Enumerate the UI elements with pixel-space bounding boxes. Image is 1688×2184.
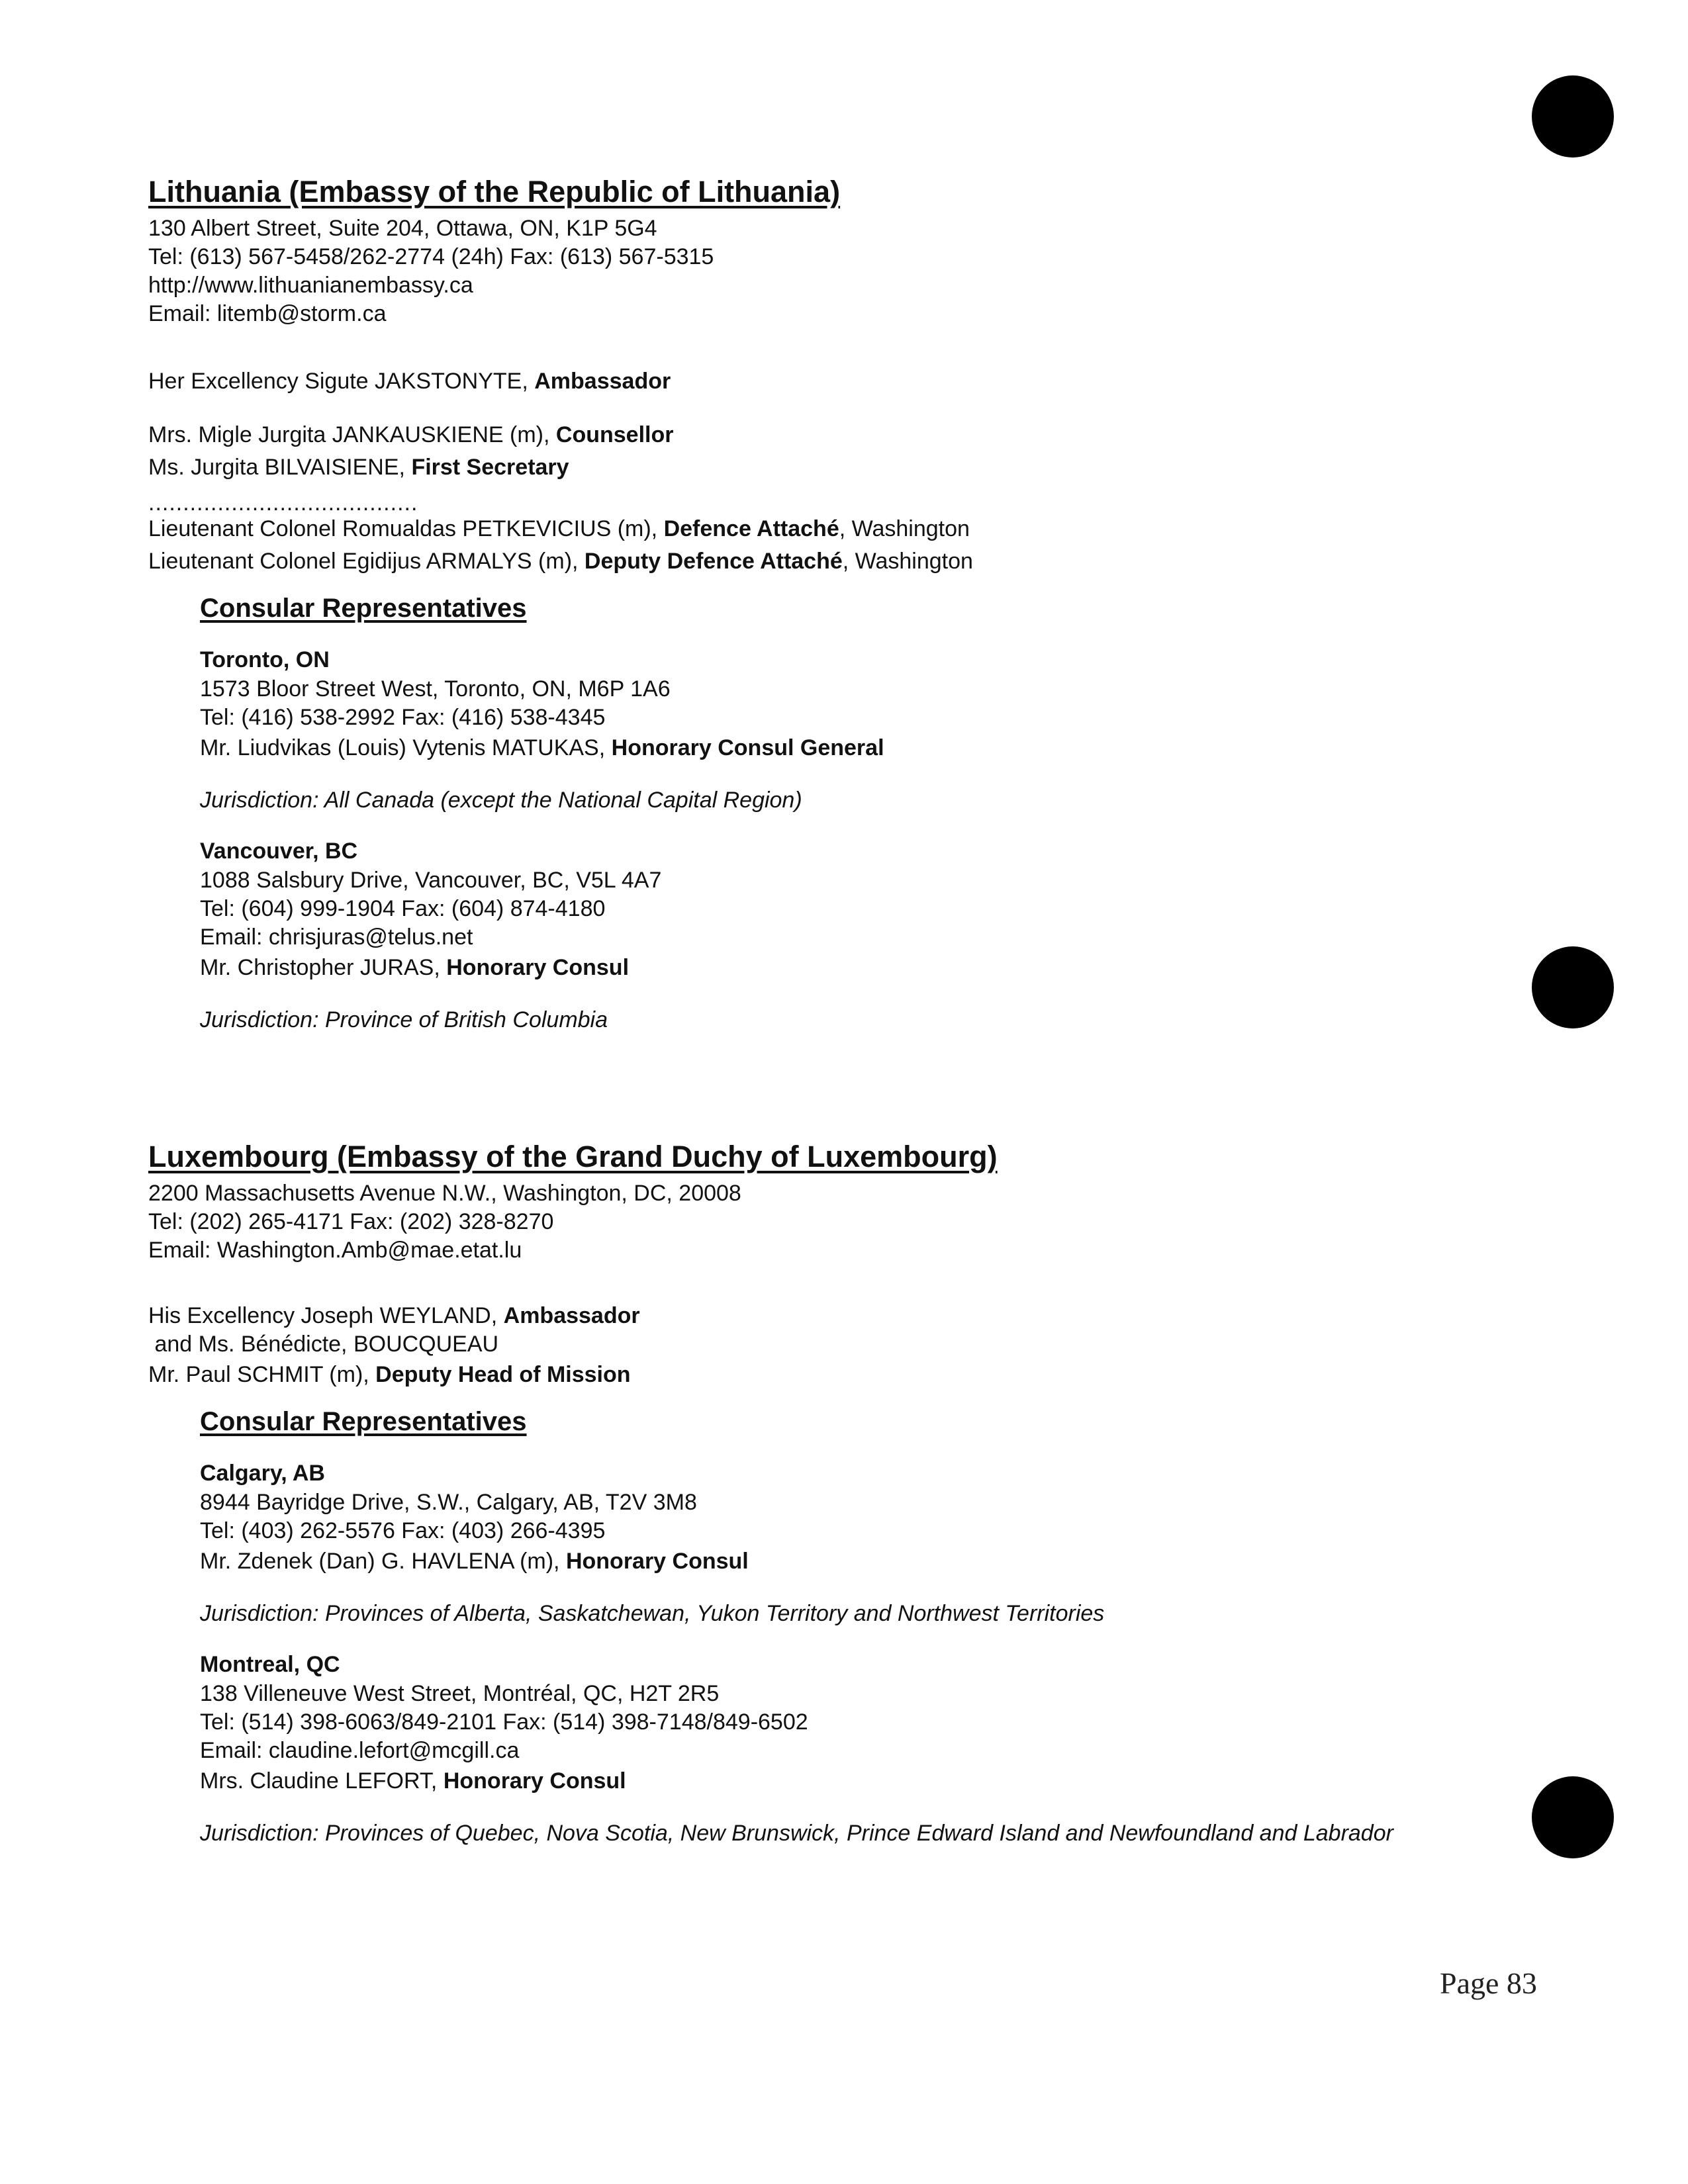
staff-entry: Mrs. Migle Jurgita JANKAUSKIENE (m), Counsellor	[148, 422, 674, 447]
country-heading-lithuania: Lithuania (Embassy of the Republic of Lithuania)	[148, 175, 841, 208]
lithuania-section	[148, 173, 1538, 1035]
consulate-phone: Tel: (604) 999-1904 Fax: (604) 874-4180	[200, 896, 606, 921]
consulate-address: 1088 Salsbury Drive, Vancouver, BC, V5L 4A7	[200, 868, 662, 893]
embassy-address: 2200 Massachusetts Avenue N.W., Washington, DC, 20008	[148, 1181, 741, 1206]
consulate-address: 8944 Bayridge Drive, S.W., Calgary, AB, T2V 3M8	[200, 1490, 697, 1515]
dotted-separator: .......................................	[148, 490, 418, 516]
jurisdiction-note: Jurisdiction: Provinces of Quebec, Nova Scotia, New Brunswick, Prince Edward Island and Newfoundland and Labrador	[200, 1821, 1393, 1846]
consular-heading: Consular Representatives	[200, 594, 527, 623]
staff-entry: Ms. Jurgita BILVAISIENE, First Secretary	[148, 455, 569, 480]
country-heading-luxembourg: Luxembourg (Embassy of the Grand Duchy of Luxembourg)	[148, 1140, 998, 1173]
jurisdiction-note: Jurisdiction: All Canada (except the National Capital Region)	[200, 788, 802, 813]
consul-entry: Mr. Zdenek (Dan) G. HAVLENA (m), Honorary Consul	[200, 1549, 749, 1574]
consulate-address: 138 Villeneuve West Street, Montréal, QC, H2T 2R5	[200, 1681, 720, 1706]
luxembourg-section	[148, 1138, 1538, 1848]
consul-entry: Mr. Liudvikas (Louis) Vytenis MATUKAS, Honorary Consul General	[200, 735, 884, 760]
consular-block	[200, 591, 1538, 1035]
embassy-phone: Tel: (202) 265-4171 Fax: (202) 328-8270	[148, 1209, 554, 1234]
embassy-phone: Tel: (613) 567-5458/262-2774 (24h) Fax: (613) 567-5315	[148, 244, 714, 269]
jurisdiction-note: Jurisdiction: Province of British Columbia	[200, 1007, 608, 1032]
consul-entry: Mrs. Claudine LEFORT, Honorary Consul	[200, 1768, 626, 1794]
embassy-address: 130 Albert Street, Suite 204, Ottawa, ON, K1P 5G4	[148, 216, 657, 241]
consular-block	[200, 1404, 1538, 1848]
embassy-email[interactable]: Email: Washington.Amb@mae.etat.lu	[148, 1238, 522, 1263]
consulate-email[interactable]: Email: chrisjuras@telus.net	[200, 925, 473, 950]
spouse-entry: and Ms. Bénédicte, BOUCQUEAU	[148, 1332, 499, 1357]
consul-entry: Mr. Christopher JURAS, Honorary Consul	[200, 955, 630, 980]
page-number: Page 83	[1440, 1966, 1537, 2000]
consulate-address: 1573 Bloor Street West, Toronto, ON, M6P 1A6	[200, 676, 671, 702]
consular-heading: Consular Representatives	[200, 1407, 527, 1436]
binder-hole	[1532, 75, 1614, 158]
staff-entry: Mr. Paul SCHMIT (m), Deputy Head of Mission	[148, 1362, 631, 1387]
consulate-city: Montreal, QC	[200, 1652, 340, 1677]
staff-entry: His Excellency Joseph WEYLAND, Ambassador	[148, 1303, 640, 1328]
staff-entry: Lieutenant Colonel Romualdas PETKEVICIUS (m), Defence Attaché, Washington	[148, 516, 970, 541]
binder-hole	[1532, 1776, 1614, 1858]
consulate-city: Toronto, ON	[200, 647, 330, 672]
binder-hole	[1532, 946, 1614, 1028]
jurisdiction-note: Jurisdiction: Provinces of Alberta, Saskatchewan, Yukon Territory and Northwest Territories	[200, 1601, 1105, 1626]
consulate-email[interactable]: Email: claudine.lefort@mcgill.ca	[200, 1738, 520, 1763]
staff-entry: Lieutenant Colonel Egidijus ARMALYS (m), Deputy Defence Attaché, Washington	[148, 549, 973, 574]
staff-entry: Her Excellency Sigute JAKSTONYTE, Ambassador	[148, 369, 671, 394]
consulate-phone: Tel: (514) 398-6063/849-2101 Fax: (514) 398-7148/849-6502	[200, 1709, 808, 1735]
consulate-city: Vancouver, BC	[200, 839, 358, 864]
consulate-phone: Tel: (416) 538-2992 Fax: (416) 538-4345	[200, 705, 606, 730]
embassy-email[interactable]: Email: litemb@storm.ca	[148, 301, 387, 326]
consulate-city: Calgary, AB	[200, 1461, 325, 1486]
consulate-phone: Tel: (403) 262-5576 Fax: (403) 266-4395	[200, 1518, 606, 1543]
embassy-website[interactable]: http://www.lithuanianembassy.ca	[148, 273, 473, 298]
